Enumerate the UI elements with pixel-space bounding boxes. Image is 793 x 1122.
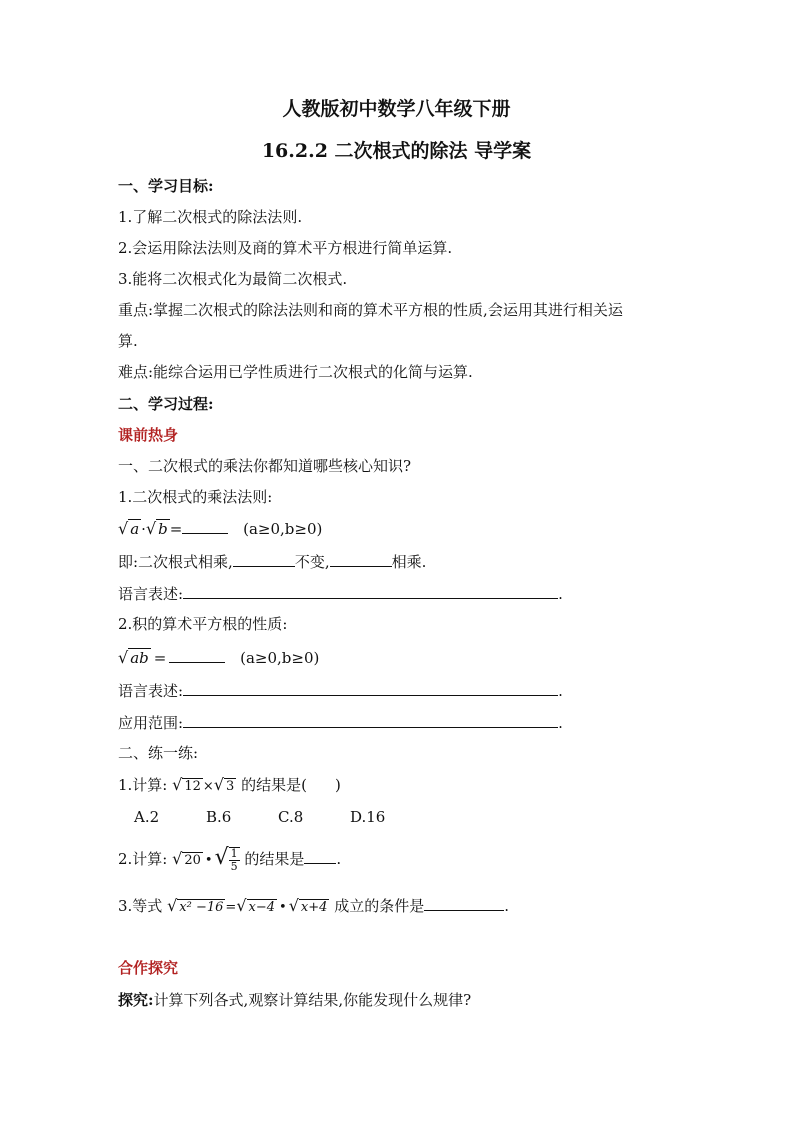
cooperation-heading: 合作探究 — [118, 959, 179, 977]
prop-title: 2.积的算术平方根的性质: — [118, 615, 288, 633]
answer-blank[interactable] — [183, 712, 558, 728]
answer-blank[interactable] — [182, 518, 228, 534]
option-a[interactable]: A.2 — [134, 808, 160, 826]
practice-q2: 2.计算: √ 20 •√ $\frac{1}{5}$ 的结果是 . — [118, 845, 342, 873]
options-row — [134, 807, 422, 827]
answer-blank[interactable] — [304, 848, 336, 864]
sqrt-20: √ 20 — [172, 849, 201, 868]
option-b[interactable]: B.6 — [206, 808, 232, 826]
key-point-cont: 算. — [118, 332, 138, 350]
option-d[interactable]: D.16 — [350, 808, 386, 826]
doc-subtitle: 16.2.2 二次根式的除法 导学案 — [261, 140, 532, 162]
explore-text: 计算下列各式,观察计算结果,你能发现什么规律? — [153, 991, 472, 1009]
answer-blank[interactable] — [424, 895, 504, 911]
application-scope: 应用范围: . — [118, 714, 563, 732]
answer-blank[interactable] — [233, 551, 295, 567]
question-intro: 一、二次根式的乘法你都知道哪些核心知识? — [118, 457, 412, 475]
doc-title: 人教版初中数学八年级下册 — [282, 98, 511, 120]
condition: (a≥0,b≥0) — [240, 649, 320, 667]
sqrt-x-plus-4: √ x+4 — [288, 896, 328, 915]
sqrt-b: √ b — [145, 519, 168, 538]
difficulty-point: 难点:能综合运用已学性质进行二次根式的化简与运算. — [118, 363, 473, 381]
sqrt-x-minus-4: √ x−4 — [236, 896, 276, 915]
answer-blank[interactable] — [330, 551, 392, 567]
sqrt-3: √ 3 — [213, 775, 235, 794]
sqrt-ab: √ ab — [118, 648, 149, 667]
section-heading-goals: 一、学习目标: — [118, 177, 214, 195]
sqrt-x2-minus-16: √ x² −16 — [167, 896, 224, 915]
rule-title: 1.二次根式的乘法法则: — [118, 488, 273, 506]
language-statement-1: 语言表述: . — [118, 585, 563, 603]
sqrt-12: √ 12 — [172, 775, 201, 794]
sqrt-one-fifth: √ $\frac{1}{5}$ — [214, 845, 238, 873]
goal-item: 3.能将二次根式化为最简二次根式. — [118, 270, 348, 288]
answer-blank[interactable] — [183, 680, 558, 696]
goal-item: 2.会运用除法法则及商的算术平方根进行简单运算. — [118, 239, 453, 257]
key-point: 重点:掌握二次根式的除法法则和商的算术平方根的性质,会运用其进行相关运 — [118, 301, 623, 319]
warmup-heading: 课前热身 — [118, 426, 179, 444]
explore-label: 探究: — [118, 991, 154, 1009]
section-heading-process: 二、学习过程: — [118, 395, 214, 413]
sqrt-a: √ a — [118, 519, 140, 538]
rule-formula: √ a ·√ b = (a≥0,b≥0) — [118, 519, 323, 538]
practice-heading: 二、练一练: — [118, 744, 199, 762]
explore-line — [118, 990, 471, 1010]
answer-blank[interactable] — [169, 647, 225, 663]
prop-formula: √ ab = (a≥0,b≥0) — [118, 648, 320, 667]
practice-q3: 3.等式 √ x² −16 =√ x−4 • √ x+4 成立的条件是 . — [118, 895, 509, 918]
option-c[interactable]: C.8 — [278, 808, 304, 826]
rule-fill: 即:二次根式相乘, 不变, 相乘. — [118, 553, 427, 571]
goal-item: 1.了解二次根式的除法法则. — [118, 208, 303, 226]
practice-q1: 1.计算: √ 12 ×√ 3 的结果是( ) — [118, 775, 341, 797]
condition: (a≥0,b≥0) — [243, 520, 323, 538]
language-statement-2: 语言表述: . — [118, 682, 563, 700]
answer-blank[interactable] — [183, 583, 558, 599]
